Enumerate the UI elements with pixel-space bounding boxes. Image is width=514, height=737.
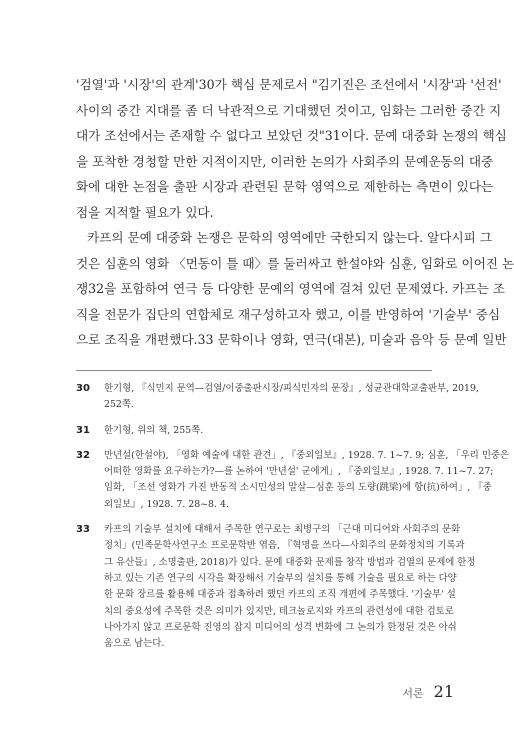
paragraph-2 <box>76 225 514 353</box>
footnote-number: 30 <box>76 383 90 394</box>
body-line: 쟁32을 포함하여 연극 등 다양한 문예의 영역에 걸쳐 있던 문제였다. 카프는 조 <box>76 281 506 296</box>
footnote-number: 33 <box>76 524 90 536</box>
footnote-33 <box>76 522 476 652</box>
footnote-line: 임화, 「조선 영화가 가진 반동적 소시민성의 말살—심훈 등의 도량(跳梁)에 항(抗)하여」, 『중 <box>104 482 492 494</box>
body-text <box>76 72 514 353</box>
footnote-line: 252쪽. <box>104 399 134 411</box>
body-line: 사이의 중간 지대를 좀 더 낙관적으로 기대했던 것이고, 임화는 그러한 중간 지 <box>76 102 502 118</box>
footnote-line: 움으로 남는다. <box>104 638 165 650</box>
footnote-line: 한 문화 장르를 활용해 대중과 접촉하려 했던 카프의 조직 개편에 주목했다. '기술부' 설 <box>104 589 456 601</box>
footnote-32 <box>76 448 510 513</box>
body-line: 직을 전문가 집단의 연합체로 재구성하고자 했고, 이를 반영하여 '기술부' 중심 <box>76 306 501 322</box>
body-line: 점을 지적할 필요가 있다. <box>76 204 214 220</box>
footnote-line: 어떠한 영화를 요구하는가?—를 논하여 '만년설' 군에게」, 『중외일보』, 1928. 7. 11~7. 27; <box>104 466 494 478</box>
body-line: 으로 조직을 개편했다.33 문학이나 영화, 연극(대본), 미술과 음악 등 문예 일반 <box>76 332 507 347</box>
footnote-31 <box>76 423 432 439</box>
footnote-line: 만년설(한설야), 「영화 예술에 대한 관견」, 『중외일보』, 1928. 7. 1~7. 9; 심훈, 「우리 민중은 <box>104 449 510 461</box>
footnote-divider <box>76 370 432 371</box>
paragraph-1 <box>76 72 507 225</box>
footnote-number: 32 <box>76 449 90 461</box>
running-footer-section: 서론 <box>402 687 424 700</box>
footnote-line: 카프의 기술부 설치에 대해서 주목한 연구로는 최병구의 「근대 미디어와 사회주의 문화 <box>104 524 461 536</box>
footnote-line: 나아가지 않고 프로문학 진영의 잡지 미디어의 성격 변화에 그 논의가 한정된 것은 아쉬 <box>104 621 457 633</box>
footnote-line: 외일보』, 1928. 7. 28~8. 4. <box>104 498 229 510</box>
footnote-number: 31 <box>76 424 90 436</box>
footnotes <box>76 381 510 661</box>
footnote-line: 한기형, 『식민지 문역—검열/이중출판시장/피식민자의 문장』, 성균관대학교출판부, 2019, <box>104 383 479 394</box>
footnote-line: 치의 중요성에 주목한 것은 의미가 있지만, 테크놀로지와 카프의 관련성에 대한 검토로 <box>104 605 454 617</box>
body-line: 을 포착한 경청할 만한 지적이지만, 이러한 논의가 사회주의 문예운동의 대중 <box>76 153 494 169</box>
footnote-line: 그 유산들』, 소명출판, 2018)가 있다. 문예 대중화 문제를 창작 방법과 검열의 문제에 한정 <box>104 556 476 568</box>
body-line: 카프의 문예 대중화 논쟁은 문학의 영역에만 국한되지 않는다. 알다시피 그 <box>87 230 492 245</box>
body-line: 화에 대한 논점을 출판 시장과 관련된 문학 영역으로 제한하는 측면이 있다는 <box>76 179 494 194</box>
body-line: 것은 심훈의 영화 〈먼동이 틀 때〉를 둘러싸고 한설야와 심훈, 임화로 이어진 논 <box>76 255 514 271</box>
footnote-line: 한기형, 위의 책, 255쪽. <box>104 424 204 436</box>
page-number: 21 <box>433 682 454 701</box>
footnote-line: 정치」(민족문학사연구소 프로문학반 엮음, 『혁명을 쓰다—사회주의 문화정치의 기록과 <box>104 540 465 552</box>
body-line: 대가 조선에서는 존재할 수 없다고 보았던 것"31이다. 문예 대중화 논쟁의 핵심 <box>76 128 507 143</box>
body-line: '검열'과 '시장'의 관계'30가 핵심 문제로서 "김기진은 조선에서 '시장'과 '선전' <box>76 77 502 92</box>
footnote-30 <box>76 381 479 414</box>
footnote-line: 하고 있는 기존 연구의 시각을 확장해서 기술부의 설치를 통해 기술을 필요로 하는 다양 <box>104 572 457 584</box>
page-footer <box>402 682 454 701</box>
